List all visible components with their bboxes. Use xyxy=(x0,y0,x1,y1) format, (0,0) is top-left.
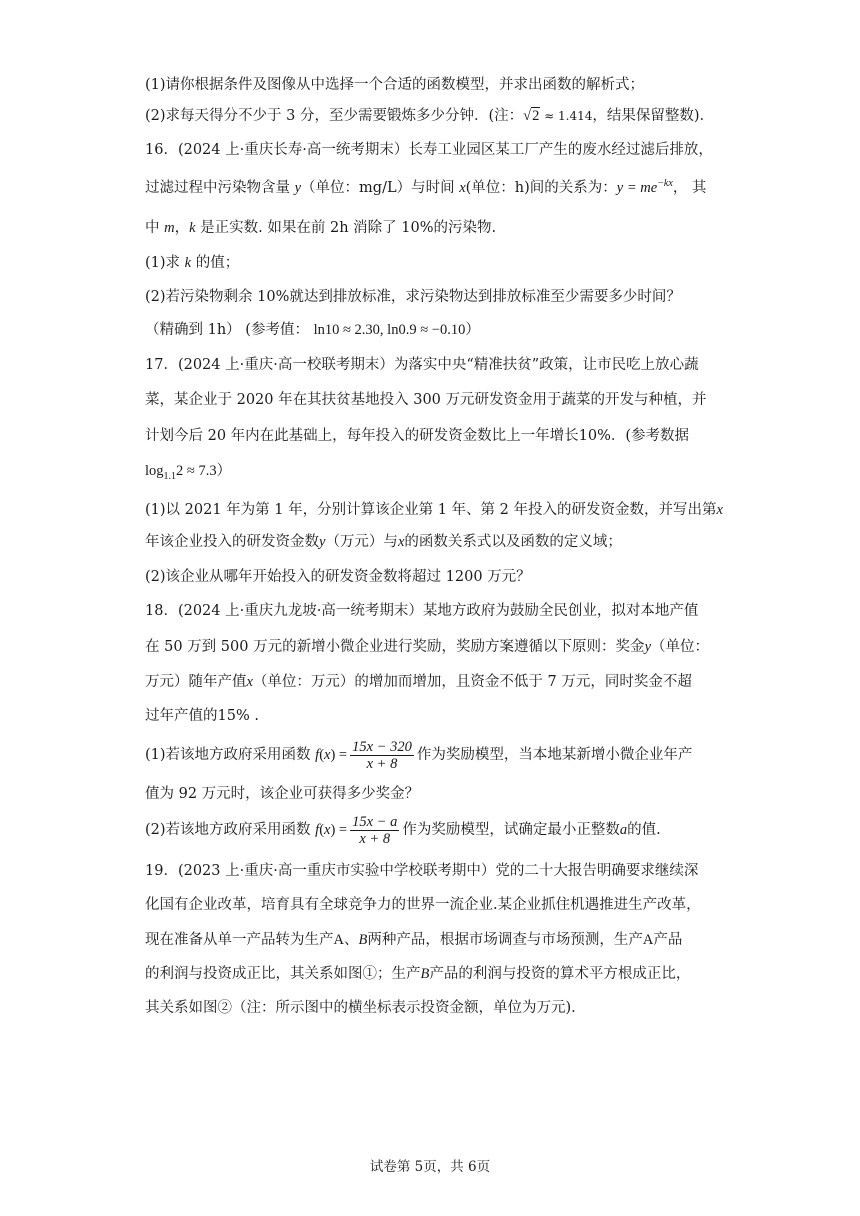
q18-header: 18．(2024 上·重庆九龙坡·高一统考期末）某地方政府为鼓励全民创业，拟对本地产值 xyxy=(145,603,699,619)
log-value: 2 ≈ 7.3 xyxy=(176,463,217,479)
q18-text: 过年产值的15% . xyxy=(145,708,259,724)
var-x: x xyxy=(246,674,253,690)
page-footer: 试卷第 5页，共 6页 xyxy=(369,1159,491,1175)
q16-part1-text: 的值； xyxy=(191,255,240,271)
var-k: k xyxy=(189,220,196,236)
q19-line1 xyxy=(145,861,698,881)
sqrt-expression: √2 xyxy=(523,108,540,124)
q18-line4 xyxy=(145,706,259,726)
q19-text: 其关系如图②（注：所示图中的横坐标表示投资金额，单位为万元). xyxy=(145,1000,576,1016)
q16-text: (单位：h)间的关系为： xyxy=(465,180,617,196)
q16-line2 xyxy=(145,178,706,198)
var-y: y xyxy=(644,639,651,655)
q16-part2 xyxy=(145,287,681,307)
q18-text: 在 50 万到 500 万元的新增小微企业进行奖励，奖励方案遵循以下原则：奖金 xyxy=(145,639,645,655)
q19-text: 、 xyxy=(343,932,359,948)
q17-part1-text: （万元）与 xyxy=(325,534,398,550)
q18-part1 xyxy=(145,737,692,773)
q15-part2-end: ，结果保留整数)． xyxy=(592,108,715,124)
q17-part1-text: 的函数关系式以及函数的定义域； xyxy=(404,534,622,550)
function-f: f(x) = xyxy=(315,822,348,838)
product-b: B xyxy=(420,966,430,982)
fraction-denominator: x + 8 xyxy=(359,830,391,847)
var-x: x xyxy=(459,180,466,196)
fraction-model-2 xyxy=(350,814,399,847)
fraction-numerator: 15x − a xyxy=(352,813,398,830)
f-argument: x xyxy=(324,747,331,763)
q18-text: （单位：万元）的增加而增加，且资金不低于 7 万元，同时奖金不超 xyxy=(252,674,692,690)
q15-part2-text: (2)求每天得分不少于 3 分，至少需要锻炼多少分钟．(注： xyxy=(145,108,524,124)
q16-ref-close: ） xyxy=(465,322,480,338)
q18-part1-cont xyxy=(145,784,419,804)
log-text: log xyxy=(145,463,164,479)
decay-formula xyxy=(617,180,673,196)
q18-line2 xyxy=(145,637,709,657)
var-m: m xyxy=(164,220,175,236)
fraction-numerator: 15x − 320 xyxy=(352,738,412,755)
q16-part2-text: (2)若污染物剩余 10%就达到排放标准，求污染物达到排放标准至少需要多少时间？ xyxy=(145,289,681,305)
var-k: k xyxy=(184,255,192,271)
q19-text: 化国有企业改革，培育具有全球竞争力的世界一流企业.某企业抓住机遇推进生产改革， xyxy=(145,897,701,913)
f-symbol: f xyxy=(315,822,320,838)
q19-header: 19．(2023 上·重庆·高一重庆市实验中学校联考期中）党的二十大报告明确要求继续深 xyxy=(145,863,699,879)
log-expression xyxy=(145,463,217,482)
q18-part2-text: 的值. xyxy=(627,822,661,838)
q16-ref-text: （精确到 1h） (参考值： xyxy=(145,322,314,338)
q19-line3 xyxy=(145,930,682,950)
q16-text: 过滤过程中污染物含量 xyxy=(145,180,295,196)
q16-header: 16．(2024 上·重庆长寿·高一统考期末）长寿工业园区某工厂产生的废水经过滤后排放， xyxy=(145,142,713,158)
q16-text: 是正实数. 如果在前 2h 消除了 10%的污染物. xyxy=(195,220,497,236)
q18-part2-text: 作为奖励模型，试确定最小正整数 xyxy=(402,822,620,838)
q16-reference xyxy=(145,320,480,340)
q17-line1 xyxy=(145,355,699,375)
q19-text: 两种产品，根据市场调查与市场预测，生产 xyxy=(367,932,643,948)
sqrt-approx: ≈ 1.414 xyxy=(540,109,593,123)
q16-part1-text: (1)求 xyxy=(145,255,185,271)
q16-part1 xyxy=(145,253,239,273)
var-x: x xyxy=(716,502,723,518)
f-argument: x xyxy=(324,822,331,838)
q17-part1-text: 年该企业投入的研发资金数 xyxy=(145,534,319,550)
q19-line2 xyxy=(145,895,701,915)
product-b: B xyxy=(358,932,368,948)
q19-text: 现在准备从单一产品转为生产 xyxy=(145,932,334,948)
formula-exponent: −kx xyxy=(657,178,673,190)
product-a: A xyxy=(642,932,654,948)
fraction-model-1 xyxy=(350,739,414,772)
q18-part1-text: (1)若该地方政府采用函数 xyxy=(145,747,316,763)
q18-text: 万元）随年产值 xyxy=(145,674,247,690)
q19-text: 产品的利润与投资的算术平方根成正比， xyxy=(429,966,691,982)
q18-part1-text: 作为奖励模型，当本地某新增小微企业年产 xyxy=(416,747,693,763)
q18-line3 xyxy=(145,672,692,692)
sqrt-radicand: 2 xyxy=(532,108,540,124)
q17-text: 计划今后 20 年内在此基础上，每年投入的研发资金数比上一年增长10%．(参考数据 xyxy=(145,428,690,444)
q16-text: ， 其 xyxy=(672,180,707,196)
q16-line1 xyxy=(145,140,713,160)
q18-part1-text: 值为 92 万元时，该企业可获得多少奖金？ xyxy=(145,786,420,802)
q19-text: 的利润与投资成正比，其关系如图①；生产 xyxy=(145,966,421,982)
q16-ref-values: ln10 ≈ 2.30, ln0.9 ≈ −0.10 xyxy=(313,322,466,338)
q15-part1 xyxy=(145,75,644,95)
q17-part1-text: (1)以 2021 年为第 1 年，分别计算该企业第 1 年、第 2 年投入的研发资金数，并写出第 xyxy=(145,502,717,518)
q17-part1-cont xyxy=(145,532,622,552)
q16-text: ， xyxy=(174,220,190,236)
q17-part1 xyxy=(145,500,723,520)
q15-part1-text: (1)请你根据条件及图像从中选择一个合适的函数模型，并求出函数的解析式； xyxy=(145,77,645,93)
q19-text: 产品 xyxy=(653,932,683,948)
q17-part2-text: (2)该企业从哪年开始投入的研发资金数将超过 1200 万元？ xyxy=(145,569,531,585)
q17-reference xyxy=(145,461,231,481)
q16-line3 xyxy=(145,218,496,238)
var-a: a xyxy=(619,822,628,838)
formula-base: y = me xyxy=(616,180,658,196)
fraction-denominator: x + 8 xyxy=(366,755,398,772)
q17-line3 xyxy=(145,426,689,446)
q17-header: 17．(2024 上·重庆·高一校联考期末）为落实中央“精准扶贫”政策，让市民吃上放心蔬 xyxy=(145,357,699,373)
q18-line1 xyxy=(145,601,698,621)
q16-text: （单位：mg/L）与时间 xyxy=(301,180,460,196)
var-y: y xyxy=(294,180,302,196)
q17-text: 菜，某企业于 2020 年在其扶贫基地投入 300 万元研发资金用于蔬菜的开发与种植，并 xyxy=(145,392,707,408)
q15-part2 xyxy=(145,106,714,126)
q18-text: （单位： xyxy=(651,639,709,655)
var-y: y xyxy=(319,534,326,550)
q16-text: 中 xyxy=(145,220,165,236)
log-base: 1.1 xyxy=(163,470,177,482)
q19-line5 xyxy=(145,998,576,1018)
function-f: f(x) = xyxy=(315,747,348,763)
q19-line4 xyxy=(145,964,690,984)
q17-ref-close: ） xyxy=(216,463,232,479)
q17-part2 xyxy=(145,567,531,587)
var-x: x xyxy=(397,534,405,550)
product-a: A xyxy=(333,932,344,948)
q17-line2 xyxy=(145,390,707,410)
q18-part2-text: (2)若该地方政府采用函数 xyxy=(145,822,316,838)
f-symbol: f xyxy=(315,747,320,763)
q18-part2 xyxy=(145,812,661,848)
